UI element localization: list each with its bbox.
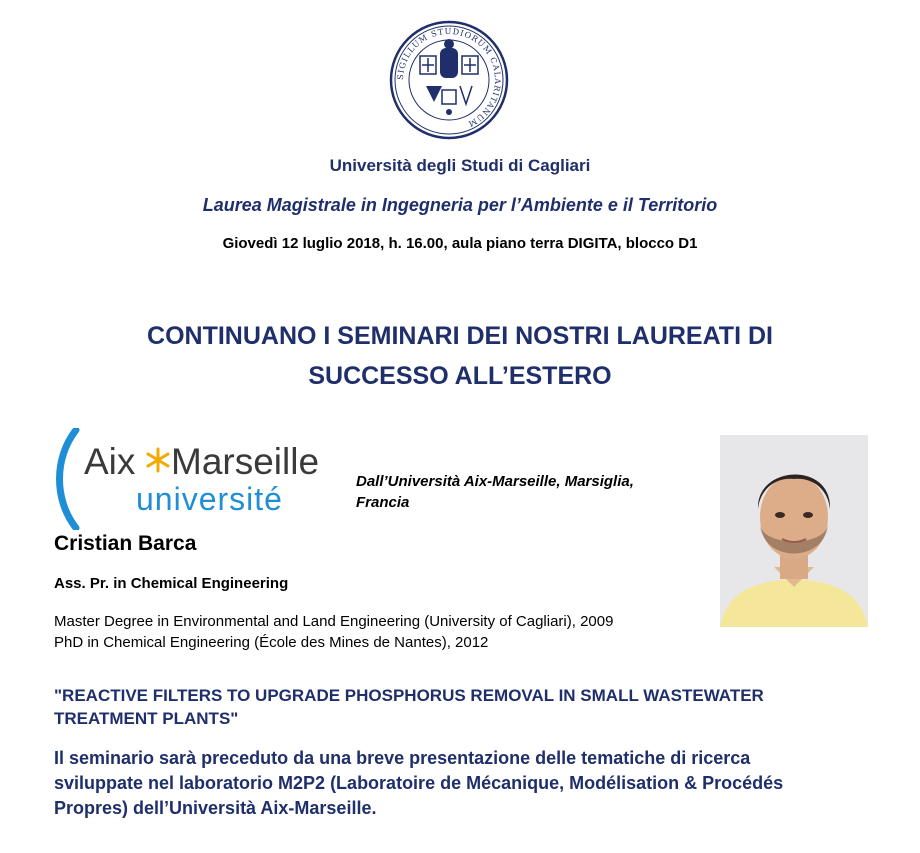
- speaker-role: Ass. Pr. in Chemical Engineering: [54, 575, 289, 592]
- degree-program: Laurea Magistrale in Ingegneria per l’Ambiente e il Territorio: [202, 195, 718, 215]
- university-seal: [388, 20, 510, 140]
- logo-bracket: [60, 430, 77, 528]
- speaker-degrees: [54, 611, 714, 653]
- logo-subtitle: université: [136, 481, 283, 517]
- talk-description: [54, 746, 874, 821]
- description-line-3: Propres) dell’Università Aix-Marseille.: [54, 798, 377, 818]
- talk-title-line-2: TREATMENT PLANTS": [54, 709, 239, 728]
- seal-emblem: [388, 20, 510, 140]
- university-name: Università degli Studi di Cagliari: [329, 156, 591, 175]
- headline-line-1: CONTINUANO I SEMINARI DEI NOSTRI LAUREATI DI: [147, 322, 773, 350]
- speaker-affiliation: [356, 471, 696, 513]
- speaker-portrait: [720, 435, 868, 627]
- description-line-1: Il seminario sarà preceduto da una breve presentazione delle tematiche di ricerca: [54, 748, 751, 768]
- logo-graphic: [54, 428, 344, 530]
- degree-phd: PhD in Chemical Engineering (École des Mines de Nantes), 2012: [54, 634, 489, 651]
- description-line-2: sviluppate nel laboratorio M2P2 (Laboratoire de Mécanique, Modélisation & Procédés: [54, 773, 784, 793]
- event-date-location: Giovedì 12 luglio 2018, h. 16.00, aula piano terra DIGITA, blocco D1: [222, 235, 698, 252]
- speaker-photo: [720, 435, 868, 627]
- logo-name-aix: Aix: [84, 441, 136, 482]
- talk-title: [54, 684, 874, 730]
- affiliation-line-1: Dall’Università Aix-Marseille, Marsiglia,: [356, 473, 634, 490]
- degree-master: Master Degree in Environmental and Land Engineering (University of Cagliari), 2009: [54, 613, 614, 630]
- affiliation-line-2: Francia: [356, 494, 410, 511]
- logo-name-marseille: Marseille: [171, 441, 320, 482]
- aix-marseille-logo: [54, 428, 344, 530]
- seminar-headline: [0, 316, 920, 396]
- logo-star-icon: [148, 449, 168, 471]
- headline-line-2: SUCCESSO ALL’ESTERO: [308, 362, 612, 390]
- seal-text: SIGILLUM STUDIORUM CALARITANUM: [395, 26, 503, 129]
- talk-title-line-1: "REACTIVE FILTERS TO UPGRADE PHOSPHORUS REMOVAL IN SMALL WASTEWATER: [54, 686, 764, 705]
- speaker-name: Cristian Barca: [54, 532, 197, 555]
